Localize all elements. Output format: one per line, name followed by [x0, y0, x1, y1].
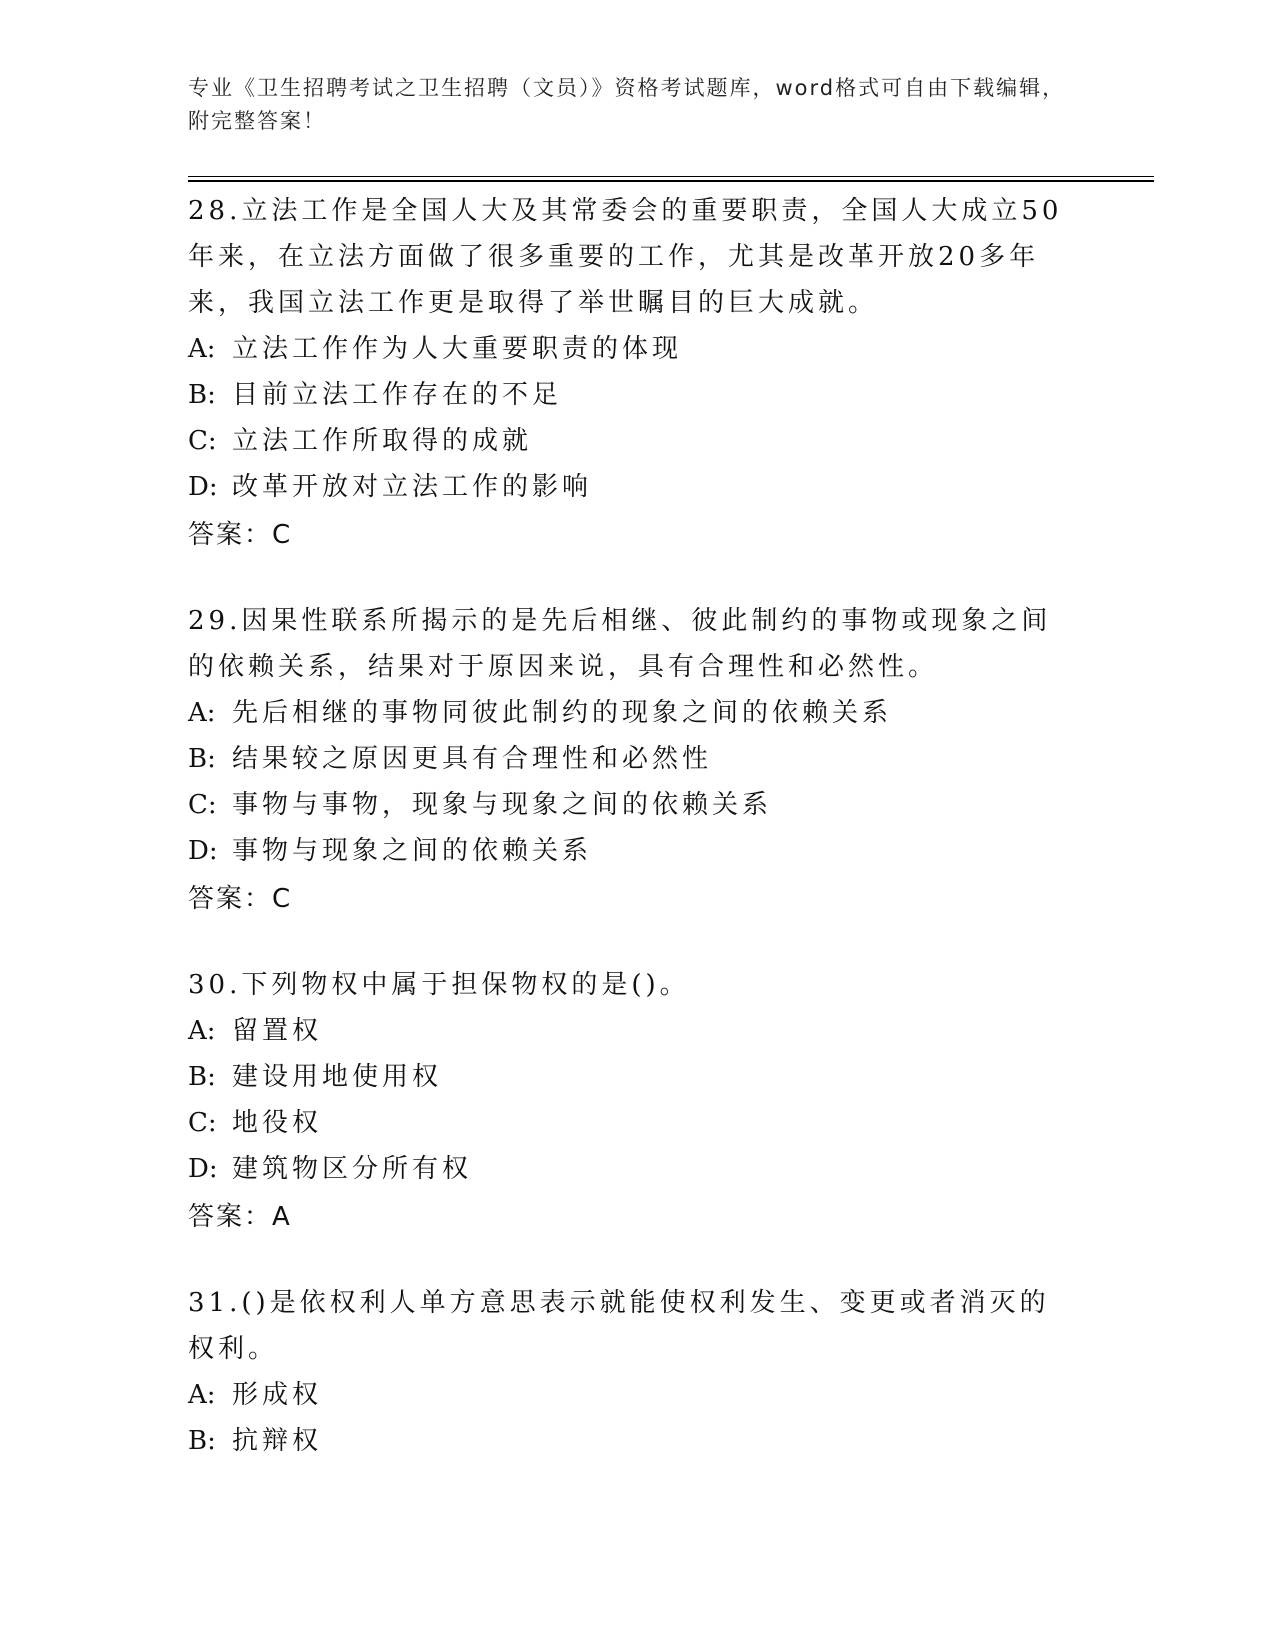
option-d [188, 828, 1078, 874]
question-31 [188, 1280, 1078, 1464]
option-text: 立法工作作为人大重要职责的体现 [232, 334, 683, 364]
option-text: 结果较之原因更具有合理性和必然性 [232, 744, 713, 774]
option-a [188, 1372, 1078, 1418]
option-text: 事物与事物，现象与现象之间的依赖关系 [232, 790, 773, 820]
option-text: 抗辩权 [232, 1426, 323, 1456]
option-text: 立法工作所取得的成就 [232, 426, 533, 456]
option-key: B: [188, 1062, 216, 1092]
option-key: B: [188, 1426, 216, 1456]
answer: 答案：C [188, 884, 293, 914]
option-text: 事物与现象之间的依赖关系 [232, 836, 593, 866]
option-b [188, 1418, 1078, 1464]
header-divider-thin [188, 176, 1154, 177]
option-text: 形成权 [232, 1380, 323, 1410]
option-a [188, 326, 1078, 372]
option-text: 建筑物区分所有权 [232, 1154, 473, 1184]
option-key: A: [188, 698, 216, 728]
question-stem: 31.()是依权利人单方意思表示就能使权利发生、变更或者消灭的权利。 [188, 1288, 1050, 1364]
option-d [188, 464, 1078, 510]
option-c [188, 418, 1078, 464]
option-key: C: [188, 426, 217, 456]
option-key: D: [188, 472, 218, 502]
option-key: A: [188, 1380, 216, 1410]
option-b [188, 1054, 1078, 1100]
question-28 [188, 188, 1078, 558]
option-text: 建设用地使用权 [232, 1062, 443, 1092]
option-text: 地役权 [232, 1108, 323, 1138]
option-key: A: [188, 334, 216, 364]
option-key: A: [188, 1016, 216, 1046]
option-key: C: [188, 790, 217, 820]
option-c [188, 1100, 1078, 1146]
option-b [188, 736, 1078, 782]
option-text: 留置权 [232, 1016, 323, 1046]
option-key: D: [188, 836, 218, 866]
question-stem: 28.立法工作是全国人大及其常委会的重要职责，全国人大成立50年来，在立法方面做了很多重要的工作，尤其是改革开放20多年来，我国立法工作更是取得了举世瞩目的巨大成就。 [188, 196, 1063, 318]
page-header: 专业《卫生招聘考试之卫生招聘（文员）》资格考试题库，word格式可自由下载编辑，附完整答案！ [188, 76, 1066, 133]
option-key: B: [188, 744, 216, 774]
option-text: 目前立法工作存在的不足 [232, 380, 563, 410]
option-c [188, 782, 1078, 828]
option-key: C: [188, 1108, 217, 1138]
option-key: B: [188, 380, 216, 410]
question-30 [188, 962, 1078, 1240]
answer: 答案：A [188, 1202, 292, 1232]
option-a [188, 1008, 1078, 1054]
option-b [188, 372, 1078, 418]
question-stem: 29.因果性联系所揭示的是先后相继、彼此制约的事物或现象之间的依赖关系，结果对于原因来说，具有合理性和必然性。 [188, 606, 1052, 682]
option-key: D: [188, 1154, 218, 1184]
header-divider-thick [188, 180, 1154, 182]
question-stem: 30.下列物权中属于担保物权的是()。 [188, 970, 690, 1000]
answer: 答案：C [188, 520, 293, 550]
option-text: 先后相继的事物同彼此制约的现象之间的依赖关系 [232, 698, 893, 728]
option-text: 改革开放对立法工作的影响 [232, 472, 593, 502]
option-a [188, 690, 1078, 736]
question-29 [188, 598, 1078, 922]
option-d [188, 1146, 1078, 1192]
